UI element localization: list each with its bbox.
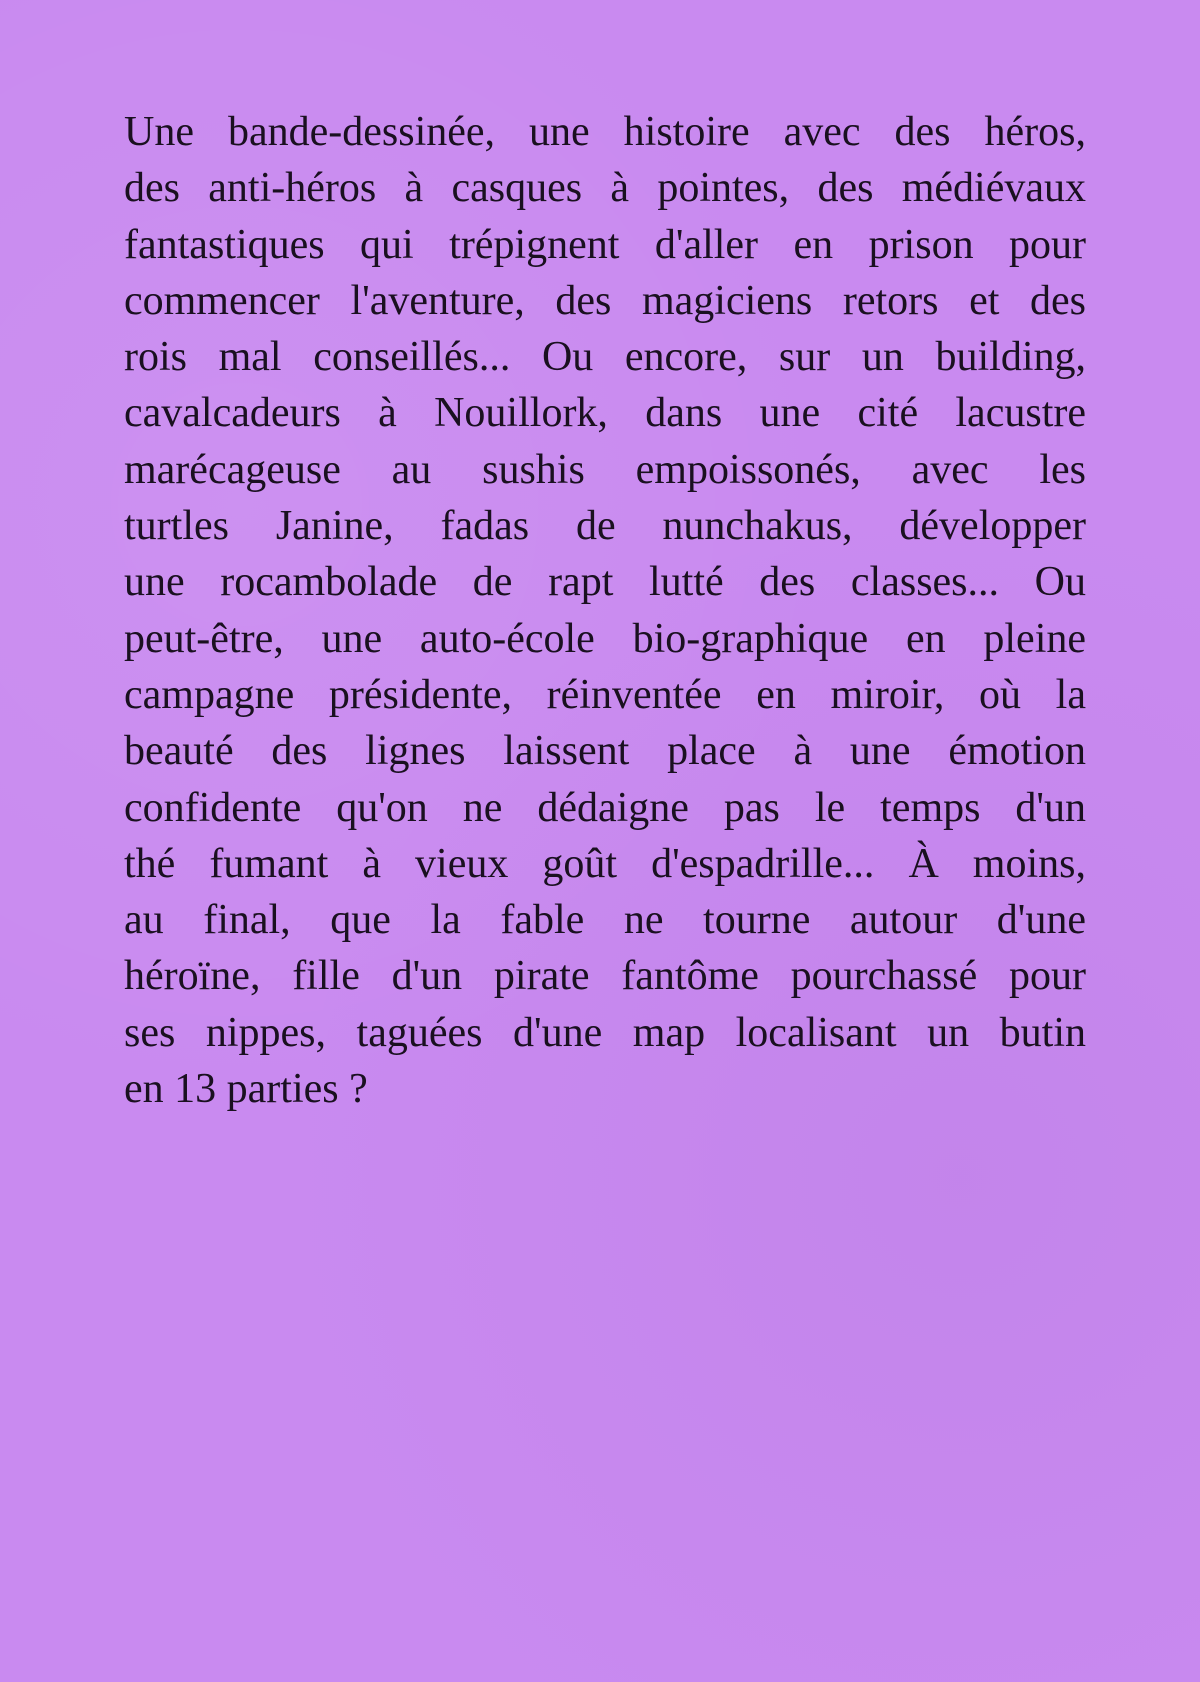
blurb-line: beauté des lignes laissent place à une émotion bbox=[124, 728, 1086, 775]
blurb-line: marécageuse au sushis empoissonés, avec les bbox=[124, 446, 1086, 493]
blurb-line: confidente qu'on ne dédaigne pas le temps d'un bbox=[124, 784, 1086, 831]
blurb-line: fantastiques qui trépignent d'aller en prison pour bbox=[124, 221, 1086, 268]
blurb-line: commencer l'aventure, des magiciens retors et des bbox=[124, 277, 1086, 324]
blurb-line: thé fumant à vieux goût d'espadrille... À moins, bbox=[124, 840, 1086, 887]
blurb-line: héroïne, fille d'un pirate fantôme pourchassé pour bbox=[124, 953, 1086, 1000]
back-cover-blurb bbox=[124, 104, 1086, 1117]
blurb-line: des anti-héros à casques à pointes, des médiévaux bbox=[124, 165, 1086, 212]
blurb-line: une rocambolade de rapt lutté des classes... Ou bbox=[124, 559, 1086, 606]
blurb-line: ses nippes, taguées d'une map localisant un butin bbox=[124, 1009, 1086, 1056]
blurb-line-last: en 13 parties ? bbox=[124, 1066, 368, 1113]
blurb-line: turtles Janine, fadas de nunchakus, développer bbox=[124, 503, 1086, 550]
blurb-line: cavalcadeurs à Nouillork, dans une cité lacustre bbox=[124, 390, 1086, 437]
blurb-line: au final, que la fable ne tourne autour d'une bbox=[124, 897, 1086, 944]
blurb-line: Une bande-dessinée, une histoire avec des héros, bbox=[124, 109, 1086, 155]
blurb-line: rois mal conseillés... Ou encore, sur un building, bbox=[124, 334, 1086, 381]
blurb-line: peut-être, une auto-école bio-graphique en pleine bbox=[124, 615, 1086, 662]
blurb-line: campagne présidente, réinventée en miroir, où la bbox=[124, 671, 1086, 718]
